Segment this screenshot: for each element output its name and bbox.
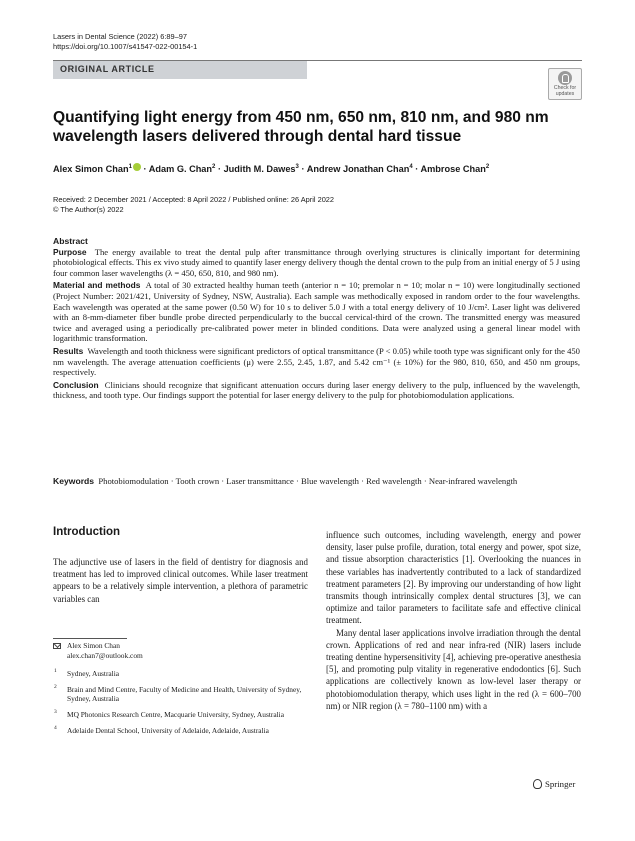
- keywords-section: [53, 476, 580, 487]
- affiliation: 1 Sydney, Australia: [54, 668, 120, 679]
- abstract-methods: Material and methods A total of 30 extracted healthy human teeth (anterior n = 10; premolar n = 10; molar n = 10) were longitudinally sectioned (Project Number: 2021/421, University of Sydney, NSW, Australia). Each sample was methodically exposed in random order to the four wavelengths. Each wavelength was operated at the same power (0.50 W) for 10 s to deliver 5.0 J with a total energy delivery of 10 J/cm². Laser light was delivered with an 8-mm-diameter fiber bundle probe directed perpendicularly to the buccal cervical-third of the crown. The transmitted energy was measured twice and averaged using a periodically pre-calibrated power meter in blinded conditions. Data were analyzed using a general linear model with logarithmic transformation.: [53, 280, 581, 344]
- history-dates: Received: 2 December 2021 / Accepted: 8 April 2022 / Published online: 26 April 2022: [53, 195, 335, 204]
- article-title: Quantifying light energy from 450 nm, 650 nm, 810 nm, and 980 nm wavelength lasers delivered through dental hard tissue: [53, 109, 549, 145]
- publisher-name: Springer: [545, 779, 576, 789]
- author-name[interactable]: Judith M. Dawes: [223, 164, 296, 174]
- envelope-icon: [53, 643, 61, 649]
- affiliation: 3 MQ Photonics Research Centre, Macquarie University, Sydney, Australia: [54, 708, 285, 719]
- author-name[interactable]: Ambrose Chan: [420, 164, 486, 174]
- author-list: Alex Simon Chan$^1$ · Adam G. Chan$^2$ · Judith M. Dawes$^3$ · Andrew Jonathan Chan$^4$ · Ambrose Chan$^2$: [53, 163, 490, 174]
- contact-name: Alex Simon Chan: [67, 641, 120, 650]
- publisher-logo: [533, 779, 575, 789]
- author-name[interactable]: Alex Simon Chan: [53, 164, 129, 174]
- introduction-heading: Introduction: [53, 526, 121, 538]
- abstract-results: Results Wavelength and tooth thickness were significant predictors of optical transmittance (P < 0.05) while tooth type was significant only for the 450 nm wavelength. The average attenuation coefficients (μ) were 2.55, 2.45, 1.87, and 5.42 cm⁻¹ (± 10%) for the 980, 810, 650, and 450 nm groups, respectively.: [53, 345, 580, 378]
- orcid-icon[interactable]: [133, 163, 141, 171]
- footnotes: [53, 638, 308, 741]
- abstract-purpose: Purpose The energy available to treat the dental pulp after transmittance through overlying structures is clinically important for determining photobiological effects. This ex vivo study aimed to quantify laser energy delivery though the dental crown to the pulp from an initial energy of 5 J using four common laser wavelengths (λ = 450, 650, 810, and 980 nm).: [53, 246, 580, 278]
- journal-header: [53, 32, 197, 52]
- author-name[interactable]: Andrew Jonathan Chan: [306, 164, 410, 174]
- abstract-section: [53, 236, 580, 403]
- article-type-banner: [53, 60, 582, 79]
- bookmark-icon: [558, 71, 572, 85]
- footnote-divider: [53, 638, 127, 639]
- article-dates: [53, 195, 334, 215]
- author-name[interactable]: Adam G. Chan: [148, 164, 213, 174]
- check-for-updates-label: Check for updates: [553, 85, 577, 97]
- abstract-conclusion: Conclusion Clinicians should recognize that significant attenuation occurs during laser energy delivery to the pulp, influenced by the wavelength, thickness, and tooth type. Our findings support the potential for laser energy delivery to the pulp for photobiomodulation applications.: [53, 379, 581, 401]
- intro-paragraph: influence such outcomes, including wavelength, energy and power density, laser pulse profile, duration, total energy and power, spot size, and tissue absorption characteristics [1]. Overlooking the nuances in these variables has inadvertently contributed to a lack of standardized treatment parameters [2]. By improving our understanding of how light transmits though intrinsically complex dental structures [3], we can optimize and tailor parameters to facilitate safe and effective clinical treatment.: [326, 530, 581, 626]
- right-column: [326, 529, 581, 712]
- keywords-label: Keywords: [53, 476, 95, 486]
- left-column: [53, 526, 308, 605]
- copyright-line: © The Author(s) 2022: [53, 205, 124, 214]
- springer-horse-icon: [533, 779, 542, 789]
- doi-link[interactable]: https://doi.org/10.1007/s41547-022-00154-1: [53, 42, 198, 51]
- article-type-label: ORIGINAL ARTICLE: [60, 64, 155, 74]
- intro-paragraph: The adjunctive use of lasers in the field of dentistry for diagnosis and treatment has led to improved clinical outcomes. While laser treatment appears to be a relatively simple intervention, a plethora of parametric variables can: [53, 557, 308, 604]
- journal-citation: Lasers in Dental Science (2022) 6:89–97: [53, 32, 187, 41]
- contact-email[interactable]: alex.chan7@outlook.com: [67, 650, 143, 660]
- intro-paragraph: Many dental laser applications involve irradiation through the dental crown. Applications of red and near infra-red (NIR) lasers include treating dentine hypersensitivity [4], achieving pre-operative anesthesia [5], and promoting pulp vitality in regenerative endodontics [6]. Such applications are collectively known as low-level laser therapy or photobiomodulation therapy, which uses light in the red (λ = 600–700 nm) or NIR region (λ = 780–1100 nm) with a: [326, 627, 581, 711]
- check-for-updates-badge[interactable]: [548, 68, 582, 100]
- abstract-heading: Abstract: [53, 236, 88, 246]
- affiliation: 2 Brain and Mind Centre, Faculty of Medicine and Health, University of Sydney, Sydney, Australia: [54, 683, 302, 704]
- keywords-list: Photobiomodulation · Tooth crown · Laser transmittance · Blue wavelength · Red wavelength · Near-infrared wavelength: [98, 476, 518, 486]
- affiliation: 4 Adelaide Dental School, University of Adelaide, Adelaide, Australia: [54, 724, 269, 735]
- corresponding-author: [53, 641, 308, 660]
